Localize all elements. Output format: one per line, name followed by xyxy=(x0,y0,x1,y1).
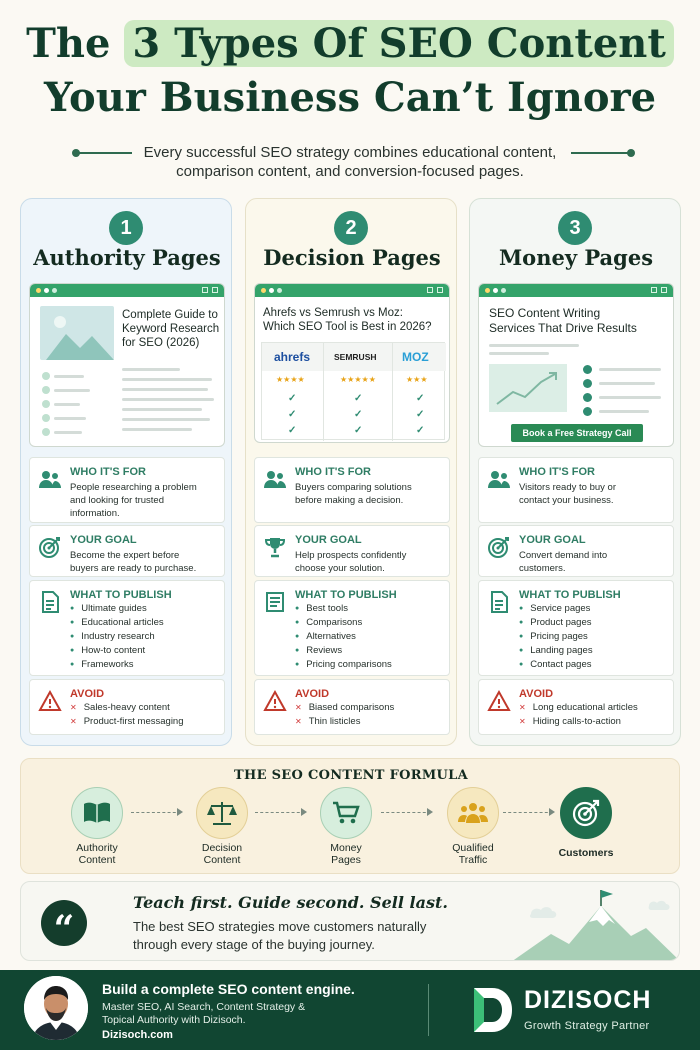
who-label: WHO IT'S FOR xyxy=(519,466,595,478)
avoid-label: AVOID xyxy=(70,688,105,700)
list-item: ● Educational articles xyxy=(70,616,164,630)
footer-text: Master SEO, AI Search, Content Strategy & Topical Authority with Dizisoch. xyxy=(102,1001,306,1026)
formula-step-traffic xyxy=(433,787,513,866)
column-title: Money Pages xyxy=(498,245,654,270)
formula-step-money xyxy=(306,787,386,866)
title-pre: The xyxy=(26,20,111,67)
publish-section xyxy=(254,580,450,676)
list-item: ● How-to content xyxy=(70,644,164,658)
seo-content-formula xyxy=(20,758,680,874)
subtitle-line-1: Every successful SEO strategy combines educational content, xyxy=(143,144,557,161)
users-icon xyxy=(263,467,287,491)
publish-label: WHAT TO PUBLISH xyxy=(519,589,621,601)
cta-button[interactable]: Book a Free Strategy Call xyxy=(511,424,643,442)
document-icon xyxy=(487,590,511,614)
subtitle-line-2: comparison content, and conversion-focused pages. xyxy=(176,163,524,180)
who-text: People researching a problem and looking for trusted information. xyxy=(70,482,197,519)
formula-title: THE SEO CONTENT FORMULA xyxy=(234,768,468,783)
step-label: Authority Content xyxy=(76,842,118,866)
goal-section xyxy=(29,525,225,577)
warning-icon xyxy=(38,689,62,713)
quote-text: The best SEO strategies move customers naturally through every stage of the buying journey. xyxy=(133,919,427,952)
list-item: ✕ Sales-heavy content xyxy=(70,701,184,715)
list-item: ● Service pages xyxy=(519,602,593,616)
publish-list xyxy=(519,602,593,672)
subtitle xyxy=(0,143,700,181)
page-title xyxy=(0,18,700,124)
avatar xyxy=(24,976,88,1040)
list-item: ● Ultimate guides xyxy=(70,602,164,616)
list-item: ● Alternatives xyxy=(295,630,392,644)
list-item: ● Reviews xyxy=(295,644,392,658)
avoid-section xyxy=(478,679,674,735)
scales-icon xyxy=(207,800,237,826)
avoid-section xyxy=(254,679,450,735)
mock-heading: SEO Content Writing Services That Drive Results xyxy=(489,306,637,335)
formula-arrow xyxy=(131,812,181,813)
formula-step-customers xyxy=(546,787,626,859)
quote-banner xyxy=(20,881,680,961)
people-icon xyxy=(457,801,489,825)
list-item: ✕ Long educational articles xyxy=(519,701,638,715)
browser-bar xyxy=(255,284,449,297)
who-text: Buyers comparing solutions before making a decision. xyxy=(295,482,412,506)
browser-bar xyxy=(30,284,224,297)
mountain-flag-icon xyxy=(511,884,680,961)
step-label: Money Pages xyxy=(330,842,362,866)
who-label: WHO IT'S FOR xyxy=(295,466,371,478)
goal-label: YOUR GOAL xyxy=(70,534,137,546)
warning-icon xyxy=(263,689,287,713)
brand-ahrefs: ahrefs xyxy=(274,350,311,364)
list-item: ● Landing pages xyxy=(519,644,593,658)
list-item: ● Comparisons xyxy=(295,616,392,630)
quote-title: Teach first. Guide second. Sell last. xyxy=(133,893,448,912)
list-item: ● Contact pages xyxy=(519,658,593,672)
cart-icon xyxy=(332,801,360,825)
formula-arrow xyxy=(381,812,431,813)
list-item: ● Pricing comparisons xyxy=(295,658,392,672)
browser-mockup xyxy=(254,283,450,443)
quote-icon: “ xyxy=(41,900,87,946)
column-decision-pages xyxy=(245,198,457,746)
publish-label: WHAT TO PUBLISH xyxy=(295,589,397,601)
list-item: ✕ Biased comparisons xyxy=(295,701,394,715)
comparison-table: ahrefs SEMRUSH MOZ ★★★★ ★★★★★ ★★★ ✓ ✓ ✓ ✓ ✓ ✓ ✓ ✓ ✓ xyxy=(261,342,445,440)
goal-section xyxy=(478,525,674,577)
avoid-label: AVOID xyxy=(295,688,330,700)
trophy-icon xyxy=(263,535,287,559)
who-section xyxy=(478,457,674,523)
footer-divider xyxy=(428,984,429,1036)
users-icon xyxy=(38,467,62,491)
list-item: ● Best tools xyxy=(295,602,392,616)
image-placeholder-icon xyxy=(40,306,114,360)
step-label: Qualified Traffic xyxy=(452,842,494,866)
publish-list xyxy=(295,602,392,672)
avoid-list xyxy=(295,701,394,729)
title-highlight: 3 Types Of SEO Content xyxy=(124,20,673,67)
target-icon xyxy=(487,535,511,559)
who-label: WHO IT'S FOR xyxy=(70,466,146,478)
publish-list xyxy=(70,602,164,672)
goal-section xyxy=(254,525,450,577)
warning-icon xyxy=(487,689,511,713)
brand-semrush: SEMRUSH xyxy=(334,352,377,362)
document-icon xyxy=(38,590,62,614)
footer-headline: Build a complete SEO content engine. xyxy=(102,981,355,997)
dizisoch-logo-icon xyxy=(470,984,516,1036)
browser-mockup xyxy=(478,283,674,447)
column-number: 3 xyxy=(558,211,592,245)
column-authority-pages xyxy=(20,198,232,746)
step-label: Customers xyxy=(558,847,614,859)
list-item: ✕ Hiding calls-to-action xyxy=(519,715,638,729)
website-link[interactable]: Dizisoch.com xyxy=(102,1029,173,1041)
goal-label: YOUR GOAL xyxy=(295,534,362,546)
mock-heading: Complete Guide to Keyword Research for SEO (2026) xyxy=(122,309,220,349)
brand-moz: MOZ xyxy=(402,350,429,364)
goal-label: YOUR GOAL xyxy=(519,534,586,546)
goal-text: Convert demand into customers. xyxy=(519,550,608,574)
goal-text: Become the expert before buyers are ready to purchase. xyxy=(70,550,197,574)
logo-tagline: Growth Strategy Partner xyxy=(524,1020,650,1032)
list-item: ✕ Thin listicles xyxy=(295,715,394,729)
growth-chart-icon xyxy=(489,364,567,412)
formula-step-authority xyxy=(57,787,137,866)
publish-label: WHAT TO PUBLISH xyxy=(70,589,172,601)
publish-section xyxy=(478,580,674,676)
list-item: ● Industry research xyxy=(70,630,164,644)
mock-heading: Ahrefs vs Semrush vs Moz: Which SEO Tool is Best in 2026? xyxy=(263,307,432,333)
column-money-pages xyxy=(469,198,681,746)
avoid-label: AVOID xyxy=(519,688,554,700)
list-item: ● Product pages xyxy=(519,616,593,630)
formula-step-decision xyxy=(182,787,262,866)
footer xyxy=(0,970,700,1050)
avoid-list xyxy=(70,701,184,729)
column-title: Decision Pages xyxy=(263,245,441,270)
person-avatar-icon xyxy=(24,976,88,1040)
browser-mockup xyxy=(29,283,225,447)
list-item: ✕ Product-first messaging xyxy=(70,715,184,729)
goal-text: Help prospects confidently choose your solution. xyxy=(295,550,407,574)
avoid-list xyxy=(519,701,638,729)
list-item: ● Pricing pages xyxy=(519,630,593,644)
who-section xyxy=(254,457,450,523)
book-icon xyxy=(82,801,112,825)
step-label: Decision Content xyxy=(201,842,243,866)
column-title: Authority Pages xyxy=(33,245,221,270)
column-number: 2 xyxy=(334,211,368,245)
column-number: 1 xyxy=(109,211,143,245)
publish-section xyxy=(29,580,225,676)
list-item: ● Frameworks xyxy=(70,658,164,672)
title-line-2: Your Business Can’t Ignore xyxy=(43,74,657,121)
logo-wordmark: DIZISOCH xyxy=(524,986,652,1014)
browser-bar xyxy=(479,284,673,297)
target-icon xyxy=(571,798,601,828)
target-icon xyxy=(38,535,62,559)
avoid-section xyxy=(29,679,225,735)
formula-arrow xyxy=(255,812,305,813)
users-icon xyxy=(487,467,511,491)
document-icon xyxy=(263,590,287,614)
who-text: Visitors ready to buy or contact your business. xyxy=(519,482,616,506)
who-section xyxy=(29,457,225,523)
